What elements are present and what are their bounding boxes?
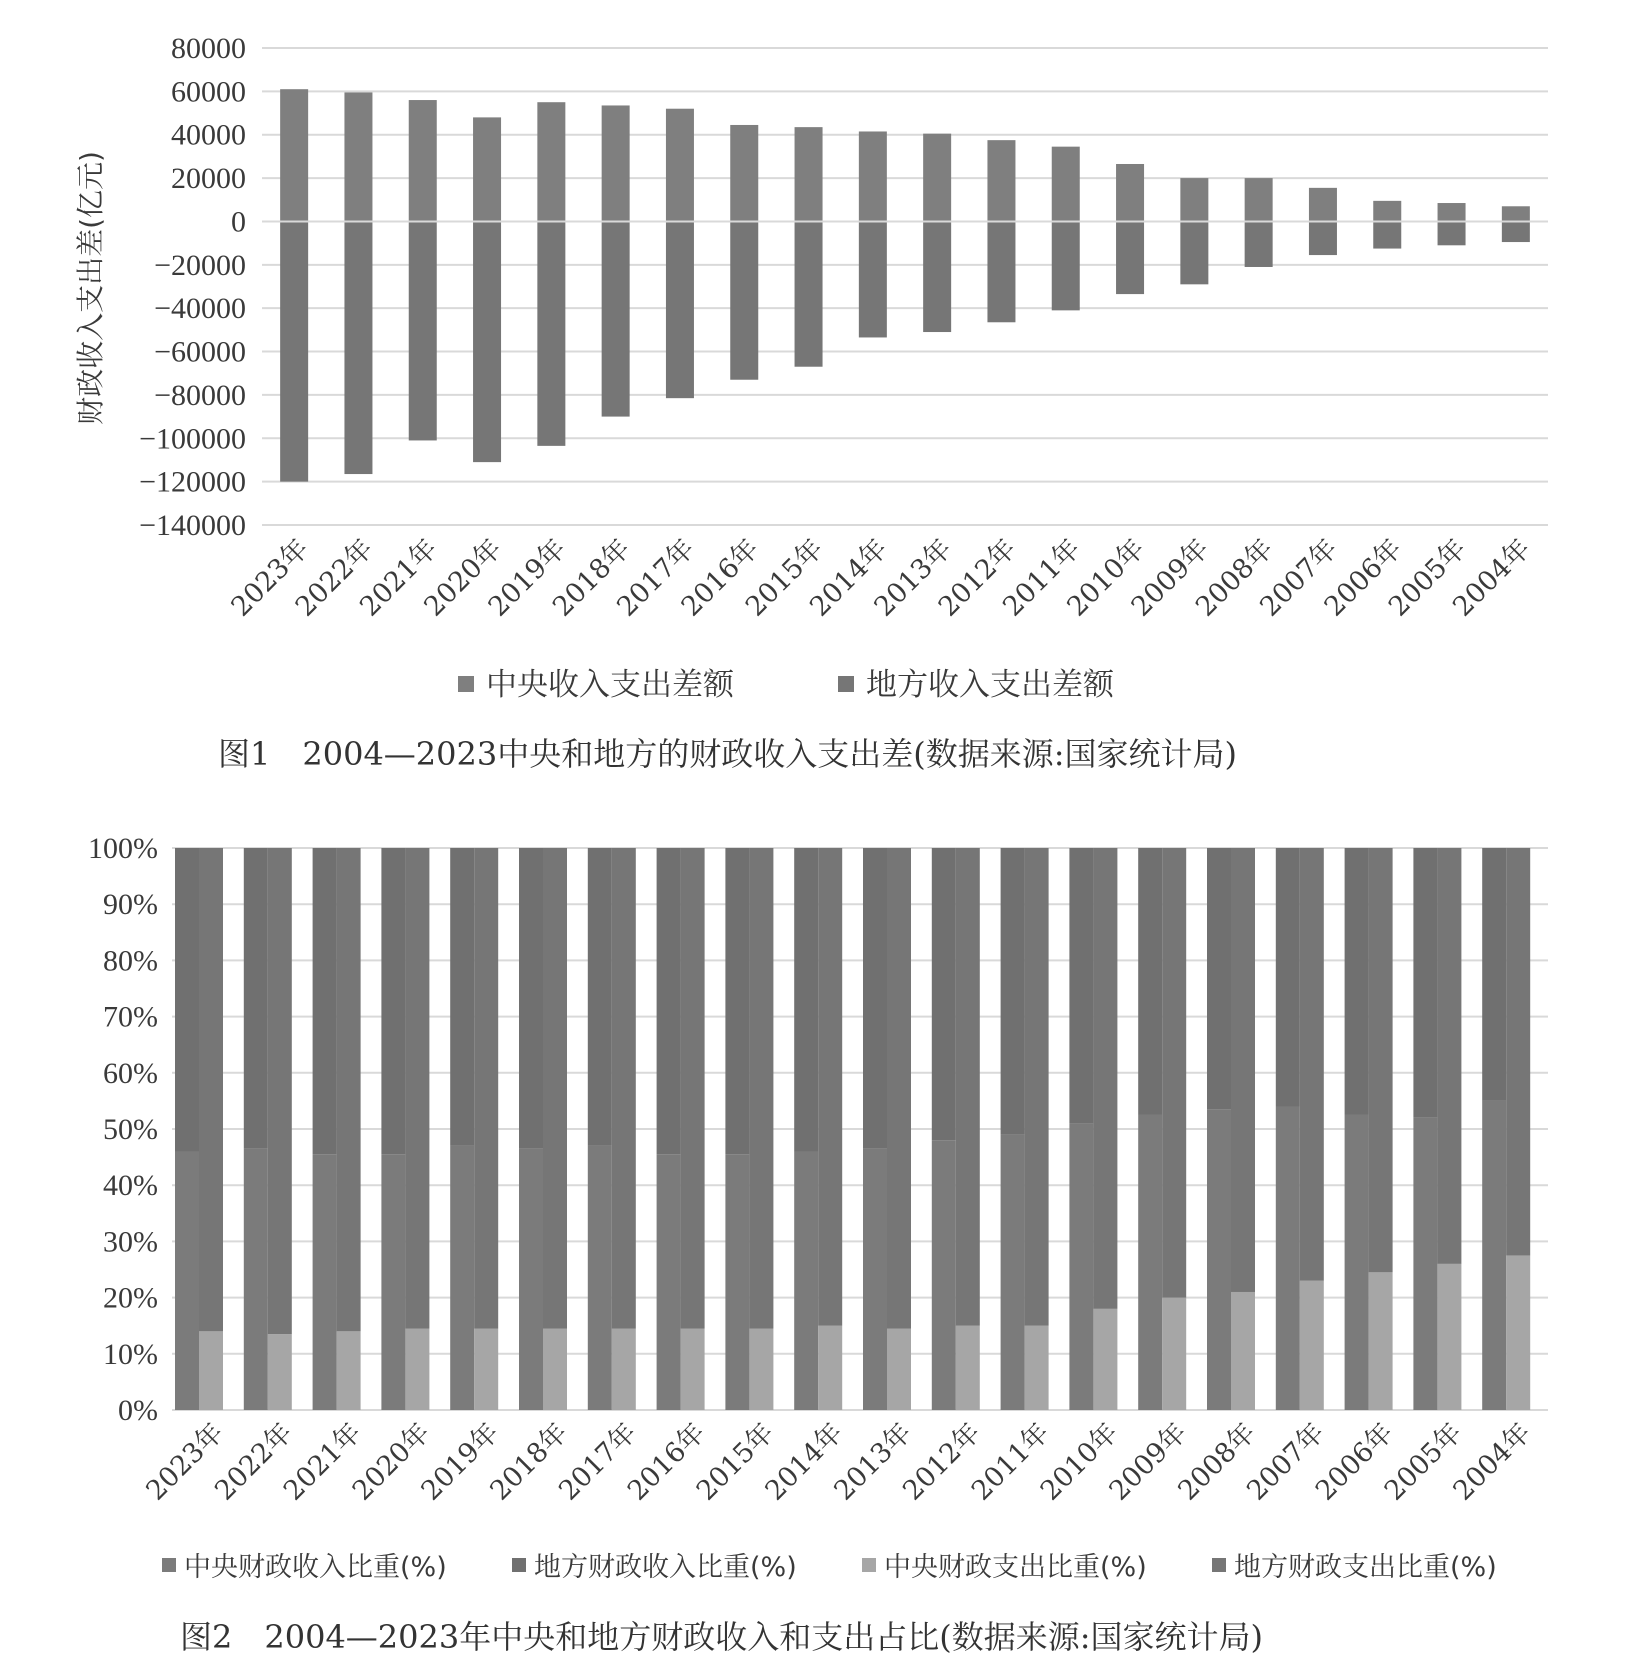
chart-2-legend-swatch	[512, 1558, 526, 1572]
chart-2-bar-local-revenue	[313, 848, 337, 1154]
chart-1-bars	[280, 89, 1530, 481]
chart-1-bar-local	[666, 221, 694, 398]
chart-2-bar-central-expenditure	[199, 1331, 223, 1410]
chart-2-bar-central-revenue	[932, 1140, 956, 1410]
chart-1-category-label: 2006年	[1318, 533, 1409, 623]
chart-2-bar-local-expenditure	[1437, 848, 1461, 1264]
chart-1-y-tick: −100000	[139, 422, 246, 456]
chart-2-category-label: 2008年	[1172, 1417, 1262, 1507]
chart-1-bar-central	[1245, 178, 1273, 221]
chart-2-bar-central-expenditure	[1369, 1272, 1393, 1410]
chart-2-bar-central-expenditure	[681, 1329, 705, 1410]
chart-2-category-label: 2021年	[277, 1417, 368, 1507]
chart-1-category-label: 2007年	[1254, 533, 1344, 623]
chart-2-bar-local-revenue	[1001, 848, 1025, 1135]
chart-2-bar-central-revenue	[1138, 1115, 1162, 1410]
chart-2-bar-local-expenditure	[887, 848, 911, 1329]
chart-2-bar-local-expenditure	[1369, 848, 1393, 1272]
chart-1-bar-central	[537, 102, 565, 221]
chart-1-bar-local	[1309, 221, 1337, 255]
chart-2-category-label: 2012年	[897, 1417, 987, 1507]
chart-2-bar-central-expenditure	[1162, 1298, 1186, 1410]
chart-1-bar-local	[473, 221, 501, 462]
chart-1-bar-central	[344, 92, 372, 221]
chart-2-bar-central-expenditure	[818, 1326, 842, 1410]
chart-1-y-tick-labels	[139, 32, 246, 542]
chart-2-bar-central-revenue	[244, 1149, 268, 1410]
chart-1-legend-swatch	[838, 676, 854, 692]
chart-2-bar-central-revenue	[1482, 1101, 1506, 1410]
chart-1-y-tick: −60000	[154, 335, 246, 369]
chart-1-category-label: 2022年	[289, 533, 380, 623]
chart-1-y-tick: 40000	[171, 118, 246, 152]
chart-1-y-axis-title: 财政收入支出差(亿元)	[74, 151, 107, 425]
chart-1-bar-central	[987, 140, 1015, 221]
chart-2-bar-local-revenue	[519, 848, 543, 1149]
chart-2-category-label: 2004年	[1447, 1417, 1538, 1507]
chart-2-bar-central-expenditure	[474, 1329, 498, 1410]
chart-2-bar-central-expenditure	[612, 1329, 636, 1410]
chart-2-bar-local-revenue	[1207, 848, 1231, 1109]
chart-2-bar-local-revenue	[1413, 848, 1437, 1118]
chart-1-bar-central	[1373, 201, 1401, 222]
chart-1-y-tick: −80000	[154, 378, 246, 412]
chart-1-category-label: 2004年	[1447, 533, 1537, 623]
chart-1-bar-central	[1502, 206, 1530, 221]
chart-2-category-label: 2017年	[553, 1417, 643, 1507]
chart-2-bar-central-revenue	[863, 1149, 887, 1410]
chart-1-bar-local	[1245, 221, 1273, 267]
chart-1-category-label: 2011年	[997, 533, 1087, 623]
chart-2-bar-local-expenditure	[818, 848, 842, 1326]
chart-1-bar-central	[730, 125, 758, 221]
chart-2-y-tick: 20%	[103, 1281, 158, 1315]
chart-2-legend-label: 地方财政支出比重(%)	[1234, 1552, 1497, 1583]
chart-2-category-label: 2015年	[690, 1417, 781, 1507]
chart-1-bar-local	[859, 221, 887, 337]
chart-1-category-label: 2016年	[675, 533, 766, 623]
chart-1-category-label: 2023年	[225, 533, 316, 623]
chart-2-category-label: 2009年	[1103, 1417, 1194, 1507]
chart-1-bar-central	[1052, 147, 1080, 222]
chart-2-category-label: 2011年	[965, 1417, 1056, 1507]
chart-2-y-tick: 50%	[103, 1113, 158, 1146]
chart-2-bar-central-expenditure	[887, 1329, 911, 1410]
chart-2-bar-local-revenue	[381, 848, 405, 1154]
chart-1-category-label: 2017年	[611, 533, 701, 623]
chart-1-y-tick: −20000	[154, 248, 246, 282]
chart-1-category-labels	[225, 533, 1536, 623]
chart-2-bar-central-revenue	[1069, 1123, 1093, 1410]
chart-1-bar-central	[1180, 178, 1208, 221]
chart-2-bar-central-expenditure	[1300, 1281, 1324, 1410]
chart-2-bar-local-expenditure	[405, 848, 429, 1329]
chart-2-bar-local-expenditure	[1162, 848, 1186, 1298]
chart-2-bar-local-expenditure	[1231, 848, 1255, 1292]
chart-2-legend-swatch	[862, 1558, 876, 1572]
chart-1-bar-central	[409, 100, 437, 221]
chart-2-legend-label: 地方财政收入比重(%)	[534, 1552, 797, 1583]
chart-2-y-tick: 40%	[103, 1169, 158, 1203]
chart-2-bar-local-expenditure	[612, 848, 636, 1329]
chart-1-category-label: 2009年	[1125, 533, 1216, 623]
chart-1-y-tick: −40000	[154, 292, 246, 326]
chart-1-category-label: 2005年	[1382, 533, 1473, 623]
chart-2-category-label: 2022年	[209, 1417, 299, 1507]
chart-2-legend-swatch	[162, 1558, 176, 1572]
chart-2-y-tick: 80%	[103, 944, 158, 978]
chart-1-bar-central	[602, 105, 630, 221]
chart-1-bar-central	[1438, 203, 1466, 221]
chart-2-bar-central-expenditure	[1506, 1255, 1530, 1410]
chart-2-bar-central-expenditure	[543, 1329, 567, 1410]
chart-2-bar-local-revenue	[725, 848, 749, 1154]
chart-2-category-label: 2013年	[828, 1417, 918, 1507]
chart-1-deficits	[74, 32, 1548, 773]
chart-2-bar-local-expenditure	[268, 848, 292, 1334]
chart-1-category-label: 2010年	[1061, 533, 1151, 623]
chart-1-category-label: 2013年	[868, 533, 959, 623]
chart-2-category-label: 2020年	[346, 1417, 437, 1507]
chart-1-bar-local	[1438, 221, 1466, 245]
chart-2-category-label: 2005年	[1378, 1417, 1469, 1507]
chart-2-bar-central-revenue	[450, 1146, 474, 1410]
chart-2-bar-local-revenue	[1482, 848, 1506, 1101]
chart-1-bar-local	[280, 221, 308, 481]
chart-2-bar-central-expenditure	[268, 1334, 292, 1410]
chart-1-bar-central	[666, 109, 694, 222]
chart-2-category-label: 2016年	[621, 1417, 712, 1507]
chart-1-bar-local	[1116, 221, 1144, 294]
chart-2-category-label: 2018年	[484, 1417, 574, 1507]
chart-1-bar-local	[602, 221, 630, 416]
chart-2-y-tick: 30%	[103, 1225, 158, 1259]
chart-2-gridlines	[172, 848, 1548, 1410]
chart-2-bar-local-revenue	[1069, 848, 1093, 1123]
chart-2-bar-local-revenue	[1345, 848, 1369, 1115]
chart-2-bar-local-expenditure	[1506, 848, 1530, 1255]
chart-2-bar-local-expenditure	[749, 848, 773, 1329]
chart-2-bar-central-expenditure	[337, 1331, 361, 1410]
chart-2-bar-central-revenue	[1001, 1135, 1025, 1410]
chart-1-bar-central	[473, 117, 501, 221]
chart-2-bar-central-revenue	[725, 1154, 749, 1410]
chart-2-bar-central-revenue	[313, 1154, 337, 1410]
chart-2-category-label: 2019年	[415, 1417, 506, 1507]
chart-2-shares	[88, 832, 1548, 1656]
chart-1-bar-local	[1373, 221, 1401, 248]
chart-2-bar-local-expenditure	[1300, 848, 1324, 1281]
chart-1-legend-label: 中央收入支出差额	[486, 667, 734, 703]
chart-1-y-tick: −140000	[139, 509, 246, 542]
chart-2-bar-central-expenditure	[749, 1329, 773, 1410]
chart-1-category-label: 2018年	[546, 533, 637, 623]
chart-2-bar-central-revenue	[794, 1151, 818, 1410]
chart-2-bar-local-revenue	[863, 848, 887, 1149]
chart-1-category-label: 2021年	[354, 533, 444, 623]
chart-2-category-label: 2010年	[1034, 1417, 1125, 1507]
chart-1-bar-central	[795, 127, 823, 221]
chart-2-bar-local-revenue	[932, 848, 956, 1140]
chart-1-bar-central	[280, 89, 308, 221]
chart-2-bar-central-expenditure	[405, 1329, 429, 1410]
chart-1-bar-local	[1052, 221, 1080, 310]
chart-1-category-label: 2012年	[932, 533, 1023, 623]
chart-2-category-label: 2006年	[1309, 1417, 1400, 1507]
chart-2-category-labels	[140, 1417, 1537, 1507]
chart-2-bar-central-revenue	[588, 1146, 612, 1410]
chart-1-bar-local	[923, 221, 951, 332]
chart-2-bar-central-revenue	[1413, 1118, 1437, 1410]
chart-1-category-label: 2019年	[482, 533, 573, 623]
chart-2-bar-local-revenue	[794, 848, 818, 1151]
chart-1-gridlines	[262, 48, 1548, 525]
chart-1-category-label: 2015年	[739, 533, 830, 623]
chart-2-legend-swatch	[1212, 1558, 1226, 1572]
chart-2-y-tick: 60%	[103, 1056, 158, 1090]
chart-1-category-label: 2020年	[418, 533, 508, 623]
chart-1-bar-local	[344, 221, 372, 474]
chart-2-bar-central-revenue	[1207, 1109, 1231, 1410]
chart-1-bar-local	[1502, 221, 1530, 242]
chart-2-bar-local-revenue	[450, 848, 474, 1146]
chart-1-bar-local	[537, 221, 565, 445]
chart-1-caption: 图1 2004—2023中央和地方的财政收入支出差(数据来源:国家统计局)	[218, 735, 1237, 773]
chart-1-category-label: 2008年	[1189, 533, 1280, 623]
chart-1-bar-local	[730, 221, 758, 379]
chart-2-bar-central-revenue	[657, 1154, 681, 1410]
chart-2-bar-local-revenue	[588, 848, 612, 1146]
chart-1-y-tick: 0	[231, 205, 246, 239]
chart-2-bar-central-revenue	[519, 1149, 543, 1410]
chart-2-y-tick-labels	[88, 832, 158, 1427]
chart-1-bar-central	[1116, 164, 1144, 221]
chart-2-y-tick: 10%	[103, 1337, 158, 1371]
chart-1-bar-local	[987, 221, 1015, 322]
chart-2-y-tick: 100%	[88, 832, 158, 865]
chart-1-bar-central	[923, 134, 951, 222]
chart-2-bar-local-revenue	[244, 848, 268, 1149]
chart-2-bar-central-expenditure	[1437, 1264, 1461, 1410]
chart-2-bar-local-revenue	[1138, 848, 1162, 1115]
chart-1-category-label: 2014年	[804, 533, 894, 623]
chart-2-bar-central-revenue	[175, 1151, 199, 1410]
chart-1-y-tick: 80000	[171, 32, 246, 65]
chart-1-bar-local	[795, 221, 823, 366]
chart-2-bar-local-expenditure	[199, 848, 223, 1331]
chart-2-bar-central-revenue	[1345, 1115, 1369, 1410]
chart-1-bar-central	[859, 131, 887, 221]
chart-2-y-tick: 70%	[103, 1000, 158, 1034]
chart-2-bar-central-expenditure	[1025, 1326, 1049, 1410]
chart-2-bar-central-expenditure	[1093, 1309, 1117, 1410]
chart-2-bar-local-revenue	[657, 848, 681, 1154]
chart-1-bar-local	[409, 221, 437, 440]
chart-1-legend-label: 地方收入支出差额	[866, 667, 1114, 703]
chart-2-bar-local-revenue	[1276, 848, 1300, 1107]
chart-2-legend	[162, 1552, 1497, 1583]
chart-2-category-label: 2007年	[1241, 1417, 1331, 1507]
chart-2-y-tick: 90%	[103, 888, 158, 922]
chart-1-bar-central	[1309, 188, 1337, 222]
chart-2-bar-local-expenditure	[956, 848, 980, 1326]
chart-1-y-tick: 20000	[171, 162, 246, 196]
chart-1-y-tick: −120000	[139, 465, 246, 499]
chart-1-bar-local	[1180, 221, 1208, 284]
chart-2-bar-local-expenditure	[543, 848, 567, 1329]
chart-2-bar-local-expenditure	[474, 848, 498, 1329]
chart-1-legend-swatch	[458, 676, 474, 692]
chart-2-bar-central-expenditure	[956, 1326, 980, 1410]
chart-1-y-tick: 60000	[171, 75, 246, 109]
chart-2-bar-local-expenditure	[1093, 848, 1117, 1309]
chart-2-caption: 图2 2004—2023年中央和地方财政收入和支出占比(数据来源:国家统计局)	[180, 1618, 1263, 1656]
chart-2-y-tick: 0%	[118, 1394, 158, 1427]
chart-2-bar-central-revenue	[1276, 1107, 1300, 1410]
chart-2-legend-label: 中央财政收入比重(%)	[184, 1552, 447, 1583]
chart-2-bar-central-revenue	[381, 1154, 405, 1410]
chart-2-bar-local-expenditure	[681, 848, 705, 1329]
chart-2-legend-label: 中央财政支出比重(%)	[884, 1552, 1147, 1583]
chart-2-bar-local-revenue	[175, 848, 199, 1151]
chart-2-category-label: 2023年	[140, 1417, 230, 1507]
chart-2-bar-central-expenditure	[1231, 1292, 1255, 1410]
chart-2-bar-local-expenditure	[337, 848, 361, 1331]
chart-1-legend	[458, 667, 1115, 703]
chart-2-category-label: 2014年	[759, 1417, 850, 1507]
chart-2-bar-local-expenditure	[1025, 848, 1049, 1326]
